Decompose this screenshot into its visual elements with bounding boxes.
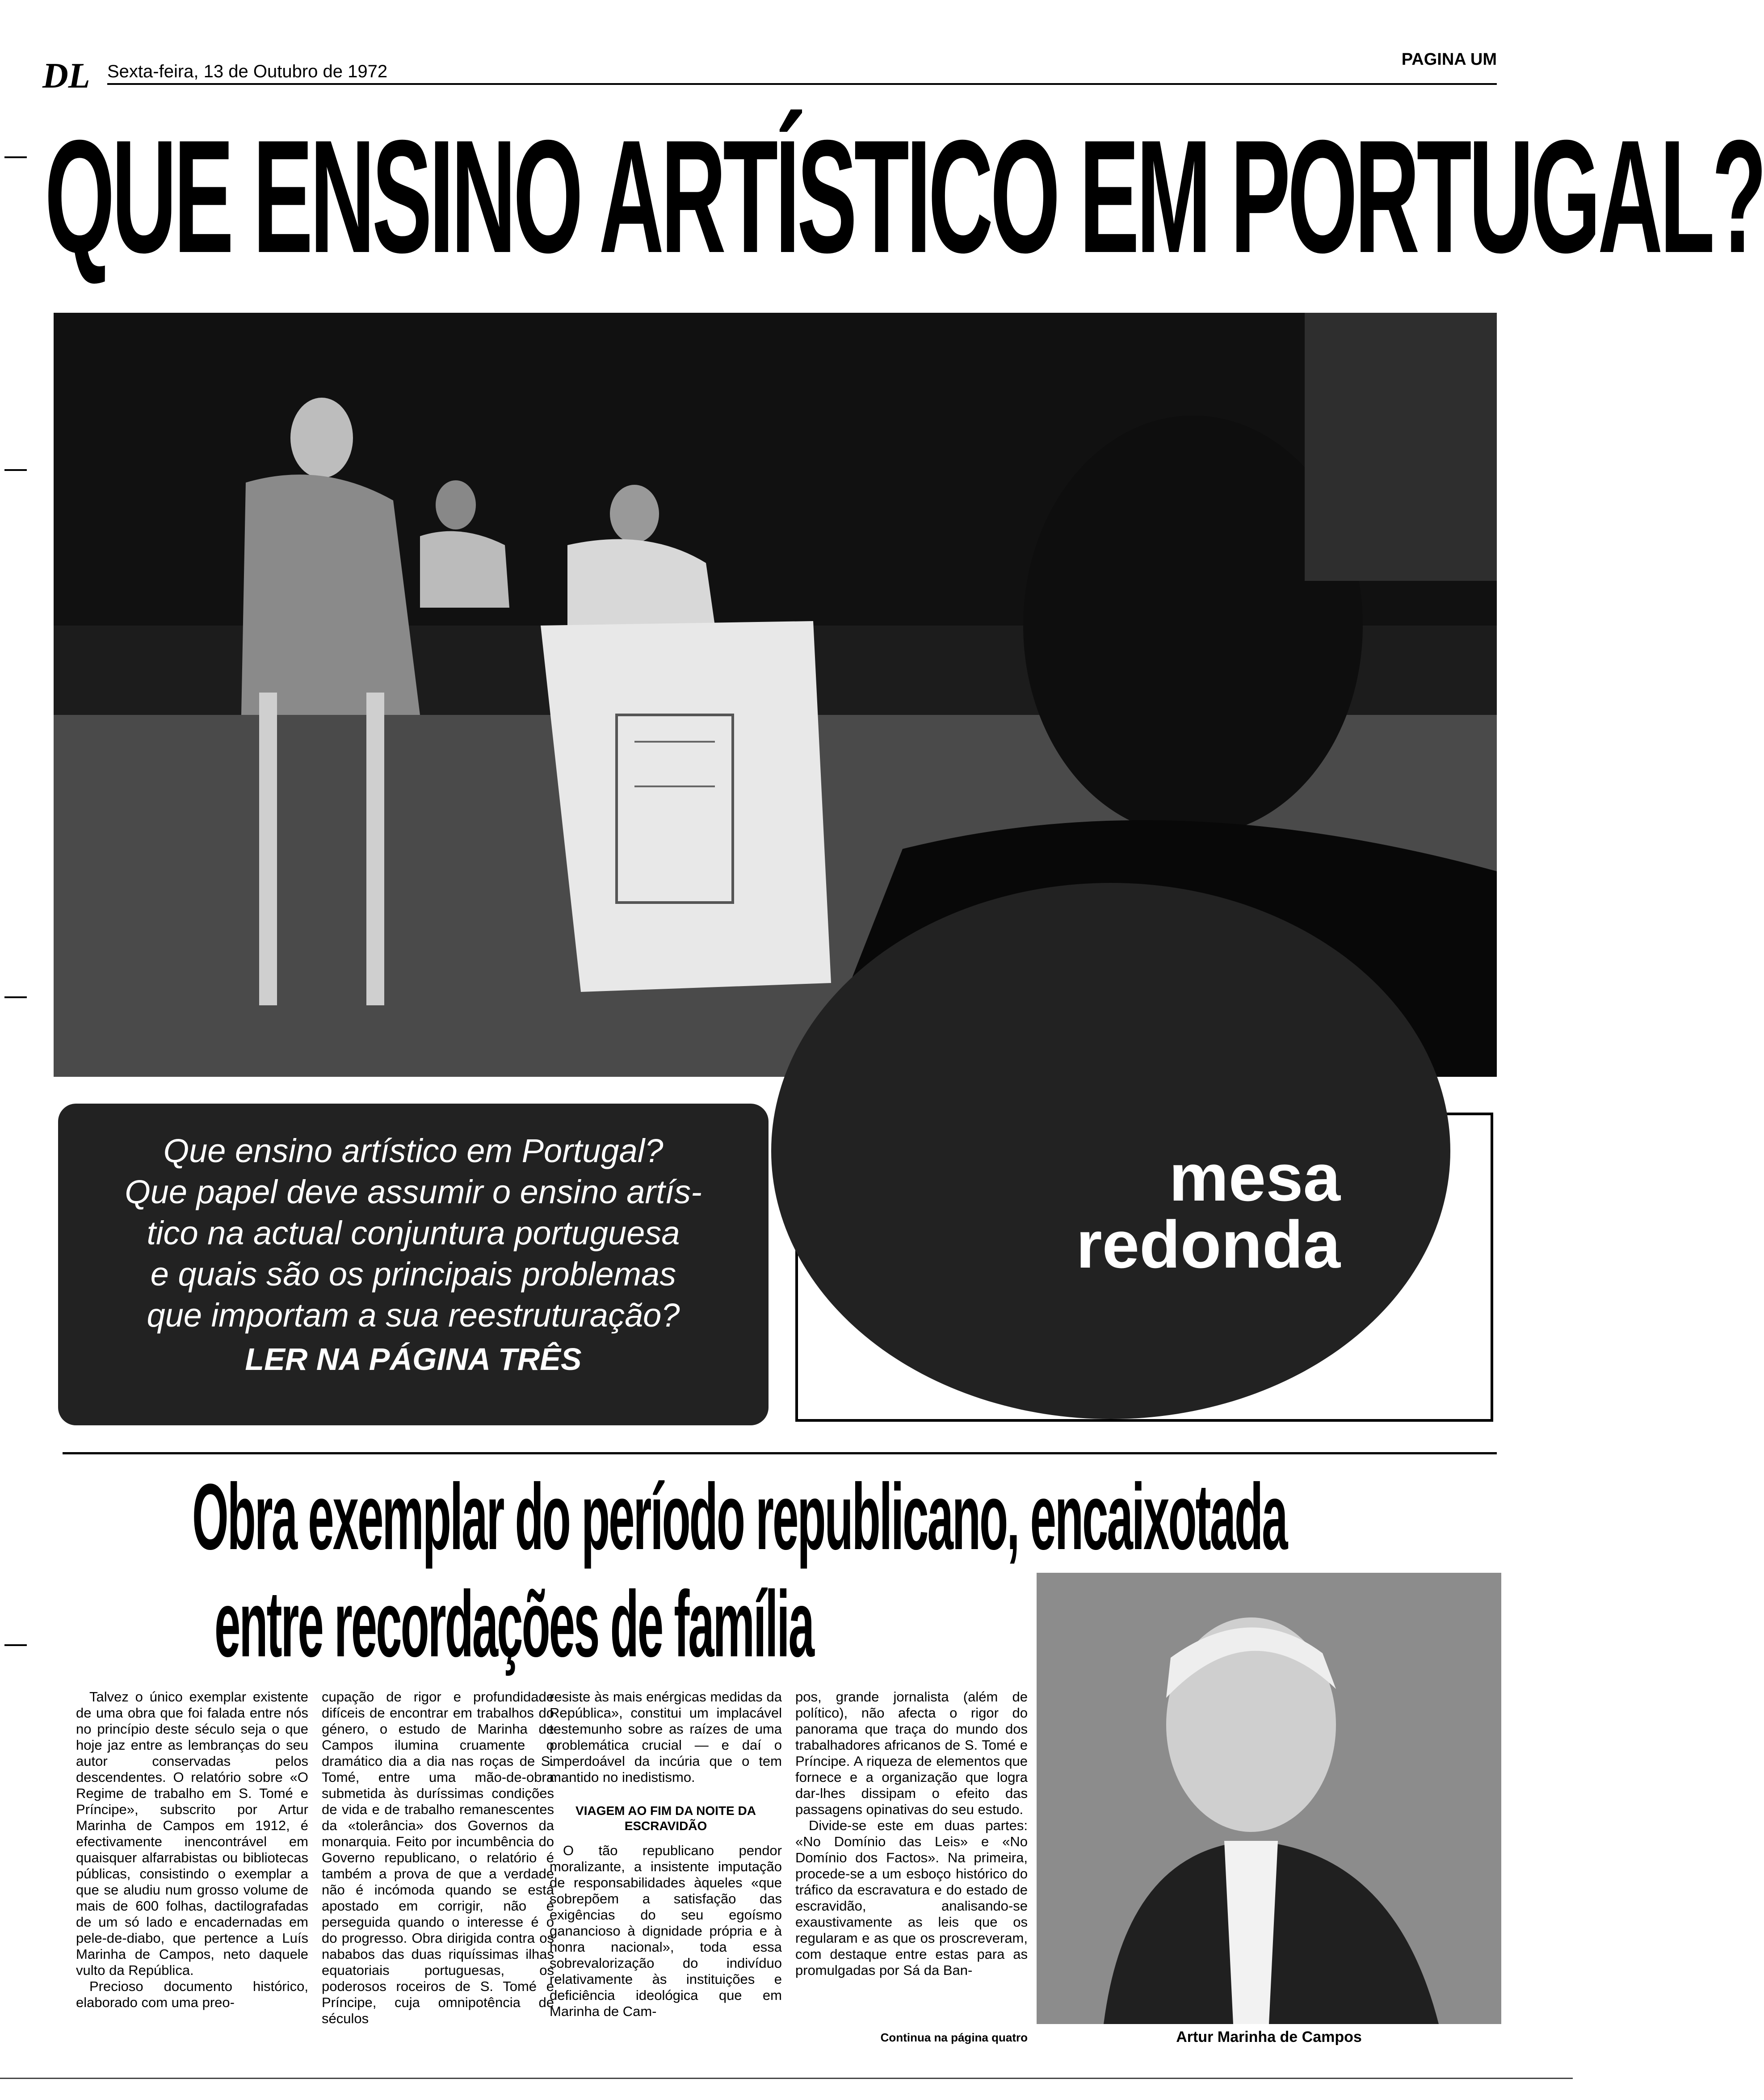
paragraph: Precioso documento histórico, elaborado com uma preo- bbox=[76, 1978, 308, 2010]
promo-line: que importam a sua reestruturação? bbox=[147, 1297, 680, 1334]
promo-cta[interactable]: LER NA PÁGINA TRÊS bbox=[245, 1342, 582, 1377]
promo-line: Que papel deve assumir o ensino artís- bbox=[125, 1173, 702, 1210]
article-column-2 bbox=[322, 1689, 554, 2027]
margin-tick bbox=[4, 996, 27, 998]
redonda-word: redonda bbox=[1076, 1207, 1340, 1282]
header-rule bbox=[107, 83, 1497, 85]
paragraph: pos, grande jornalista (além de político), não afecta o rigor do panorama que traça do mundo dos trabalhadores africanos de S. Tomé e Príncipe. A riqueza de elementos que fornece e a organização que logra dar-lhes dissipam o efeito das passagens opinativas do seu estudo. bbox=[795, 1689, 1028, 1817]
paragraph: Talvez o único exemplar existente de uma obra que foi falada entre nós no princípio deste século seja o que hoje jaz entre as lembranças do seu autor conservadas pelos descendentes. O relatório sobre «O Regime de trabalho em S. Tomé e Príncipe», subscrito por Artur Marinha de Campos em 1912, é efectivamente inencontrável em quaisquer alfarrabistas ou bibliotecas públicas, consistindo o exemplar a que se aludiu num grosso volume de mais de 600 folhas, dactilografadas de um só lado e encadernadas em pele-de-diabo, que pertence a Luís Marinha de Campos, neto daquele vulto da República. bbox=[76, 1689, 308, 1978]
mesa-redonda-title bbox=[938, 1140, 1340, 1282]
section-separator bbox=[63, 1452, 1497, 1454]
continues-note[interactable]: Continua na página quatro bbox=[880, 2031, 1028, 2044]
article-column-4 bbox=[795, 1689, 1028, 1978]
article-subhead: VIAGEM AO FIM DA NOITE DA ESCRAVIDÃO bbox=[575, 1804, 756, 1833]
portrait-caption: Artur Marinha de Campos bbox=[1176, 2029, 1362, 2045]
bottom-rule bbox=[0, 2078, 1573, 2079]
promo-line: tico na actual conjuntura portuguesa bbox=[147, 1214, 680, 1252]
article-column-3 bbox=[550, 1689, 782, 2020]
portrait-photo bbox=[1037, 1573, 1501, 2024]
article-column-1 bbox=[76, 1689, 308, 2011]
mesa-word: mesa bbox=[1169, 1140, 1340, 1215]
promo-line: Que ensino artístico em Portugal? bbox=[163, 1132, 664, 1169]
issue-date: Sexta-feira, 13 de Outubro de 1972 bbox=[107, 62, 388, 81]
paragraph: cupação de rigor e profundidade difíceis de encontrar em trabalhos do género, o estudo de Marinha de Campos ilumina cruamente o dramático dia a dia nas roças de S. Tomé, entre uma mão-de-obra submetida às duríssimas condições de vida e de trabalho remanescentes da «tolerância» dos Governos da monarquia. Feito por incumbência do Governo republicano, o relatório é também a prova de que a verdade não é incómoda quando se está apostado em corrigir, não é perseguida quando o interesse é o do progresso. Obra dirigida contra os nababos das duas riquíssimas ilhas equatoriais portuguesas, os poderosos roceiros de S. Tomé e Príncipe, cuja omnipotência de séculos bbox=[322, 1689, 554, 2026]
masthead-logo: DL bbox=[42, 56, 90, 96]
main-headline: QUE ENSINO ARTÍSTICO EM PORTUGAL? bbox=[45, 107, 1764, 286]
paragraph: O tão republicano pendor moralizante, a insistente imputação de responsabilidades àqueles «que sobrepõem a satisfação das exigências do seu egoísmo ganancioso à dignidade própria e à honra nacional», toda essa sobrevalorização do indivíduo relativamente às instituições e deficiência ideológica que em Marinha de Cam- bbox=[550, 1843, 782, 2019]
article-headline-line2: entre recordações de família bbox=[214, 1571, 813, 1676]
promo-line: e quais são os principais problemas bbox=[150, 1256, 676, 1293]
promo-box[interactable] bbox=[58, 1104, 769, 1425]
margin-tick bbox=[4, 469, 27, 471]
paragraph: Divide-se este em duas partes: «No Domínio das Leis» e «No Domínio dos Factos». Na primeira, procede-se a um esboço histórico do tráfico da escravatura e do estado de escravidão, analisando-se exaustivamente as leis que os regularam e as que os proscreveram, com destaque entre estas para as promulgadas por Sá da Ban- bbox=[795, 1818, 1028, 1978]
margin-tick bbox=[4, 156, 27, 158]
page-label: PAGINA UM bbox=[1401, 50, 1497, 69]
margin-tick bbox=[4, 1644, 27, 1646]
article-headline-line1: Obra exemplar do período republicano, encaixotada bbox=[192, 1464, 1287, 1569]
portrait-art bbox=[1037, 1573, 1501, 2024]
paragraph: resiste às mais enérgicas medidas da República», constitui um implacável testemunho sobre as raízes de uma problemática crucial — e daí o imperdoável da incúria que o tem mantido no inedistismo. bbox=[550, 1689, 782, 1785]
